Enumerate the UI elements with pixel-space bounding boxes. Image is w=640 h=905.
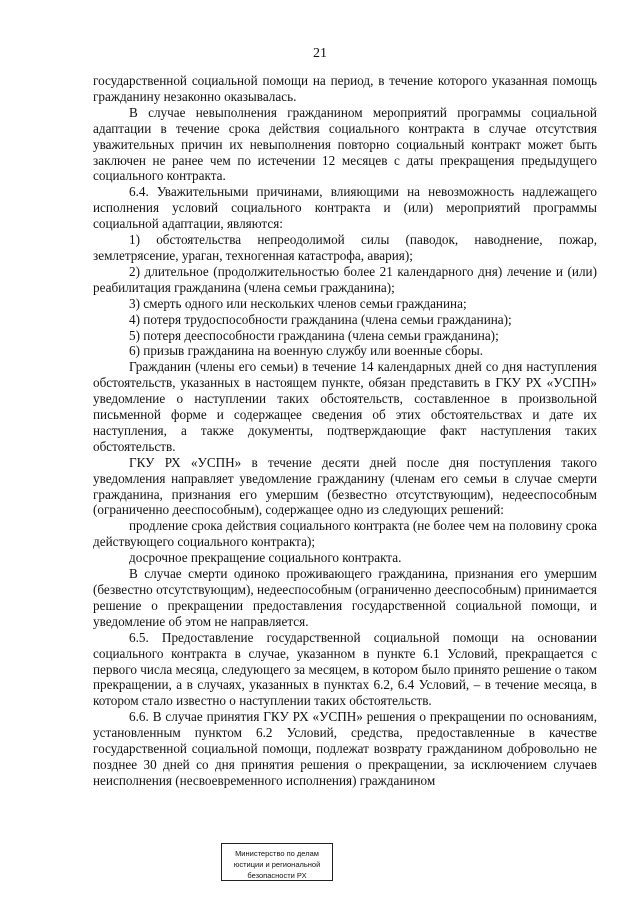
paragraph: 6.6. В случае принятия ГКУ РХ «УСПН» решения о прекращении по основаниям, установленным пунктом 6.2 Условий, средства, предоставленные в качестве государственной социальной помощи, подлежат возврату гражданином добровольно не позднее 30 дней со дня принятия решения о прекращении, за исключением случаев неисполнения (несвоевременного исполнения) гражданином [93, 709, 597, 788]
ministry-stamp [221, 843, 333, 881]
page-number: 21 [313, 46, 327, 61]
paragraph: В случае смерти одиноко проживающего гражданина, признания его умершим (безвестно отсутствующим), недееспособным (ограниченно дееспособным) принимается решение о прекращении предоставления государственной социальной помощи, и уведомление об этом не направляется. [93, 566, 597, 629]
stamp-line: Министерство по делам [235, 849, 319, 858]
list-item: 4) потеря трудоспособности гражданина (члена семьи гражданина); [129, 311, 512, 327]
stamp-line: юстиции и региональной [233, 860, 321, 869]
list-item: 1) обстоятельства непреодолимой силы (паводок, наводнение, пожар, землетрясение, ураган, техногенная катастрофа, авария); [93, 232, 597, 263]
paragraph: 6.5. Предоставление государственной социальной помощи на основании социального контракта в случае, указанном в пункте 6.1 Условий, прекращается с первого числа месяца, следующего за месяцем, в котором было принято решение о таком прекращении, а в случаях, указанных в пунктах 6.2, 6.4 Условий, – в течение месяца, в котором стало известно о наступлении таких обстоятельств. [93, 629, 597, 709]
list-item: 2) длительное (продолжительностью более 21 календарного дня) лечение и (или) реабилитация гражданина (члена семьи гражданина); [93, 263, 597, 295]
paragraph: государственной социальной помощи на период, в течение которого указанная помощь гражданину незаконно оказывалась. [93, 73, 597, 104]
list-item: 5) потеря дееспособности гражданина (члена семьи гражданина); [129, 327, 499, 343]
list-item: 3) смерть одного или нескольких членов семьи гражданина; [129, 295, 467, 311]
paragraph: Гражданин (члены его семьи) в течение 14 календарных дней со дня наступления обстоятельств, указанных в настоящем пункте, обязан представить в ГКУ РХ «УСПН» уведомление о наступлении таких обстоятельств, составленное в произвольной письменной форме и содержащее сведения об этих обстоятельствах и дате их наступления, а также документы, подтверждающие факт наступления таких обстоятельств. [93, 359, 597, 454]
paragraph: досрочное прекращение социального контракта. [129, 550, 402, 566]
paragraph: В случае невыполнения гражданином мероприятий программы социальной адаптации в течение срока действия социального контракта в случае отсутствия уважительных причин их невыполнения повторно социальный контракт может быть заключен не ранее чем по истечении 12 месяцев с даты прекращения предыдущего социального контракта. [93, 104, 597, 184]
document-body [93, 73, 597, 789]
list-item: 6) призыв гражданина на военную службу или военные сборы. [129, 343, 484, 359]
paragraph: 6.4. Уважительными причинами, влияющими на невозможность надлежащего исполнения условий социального контракта и (или) мероприятий программы социальной адаптации, являются: [93, 184, 597, 232]
paragraph: продление срока действия социального контракта (не более чем на половину срока действующего социального контракта); [93, 518, 597, 550]
stamp-line: безопасности РХ [247, 871, 307, 880]
paragraph: ГКУ РХ «УСПН» в течение десяти дней после дня поступления такого уведомления направляет уведомление гражданину (членам его семьи в случае смерти гражданина, признания его умершим (безвестно отсутствующим), недееспособным (ограниченно дееспособным), содержащее одно из следующих решений: [93, 454, 597, 518]
